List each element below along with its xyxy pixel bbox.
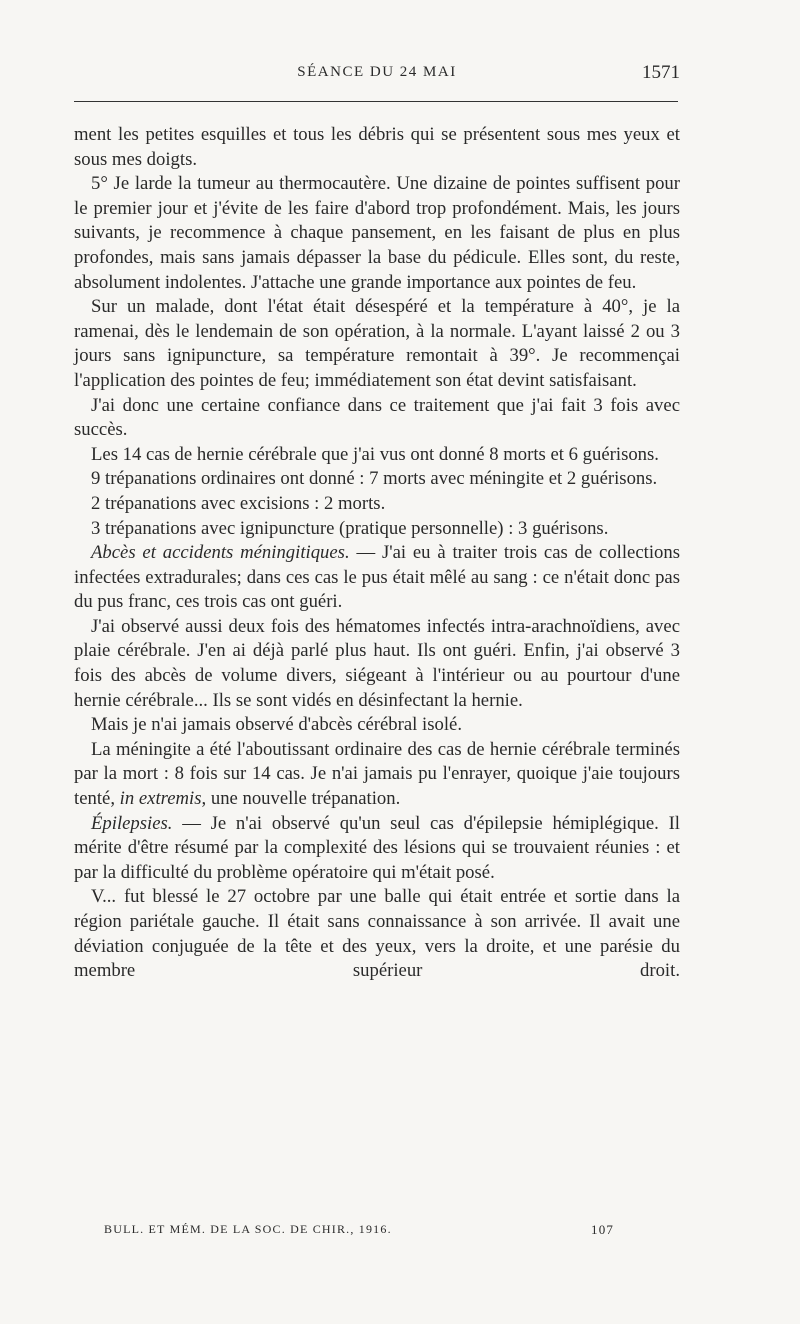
- page-number: 1571: [642, 62, 680, 83]
- latin-phrase: in extremis: [119, 788, 202, 810]
- paragraph-12: La méningite a été l'aboutissant ordinaire des cas de hernie cérébrale terminés par la mort : 8 fois sur 14 cas. Je n'ai jamais pu l'enrayer, quoique j'aie toujours tenté, in extremis, une nouvelle trépanation.: [74, 738, 680, 810]
- section-heading-abces: Abcès et accidents méningitiques.: [91, 542, 350, 564]
- footer-journal: BULL. ET MÉM. DE LA SOC. DE CHIR., 1916.: [104, 1222, 392, 1236]
- paragraph-14: V... fut blessé le 27 octobre par une balle qui était entrée et sortie dans la région pariétale gauche. Il était sans connaissance à son arrivée. Il avait une déviation conjuguée de la tête et des yeux, vers la droite, et une parésie du membre supérieur droit.: [74, 886, 680, 982]
- header-title: SÉANCE DU 24 MAI: [297, 64, 457, 80]
- section-heading-epilepsies: Épilepsies.: [91, 812, 173, 834]
- header-rule: [74, 101, 678, 102]
- paragraph-10: J'ai observé aussi deux fois des hématomes infectés intra-arachnoïdiens, avec plaie cérébrale. J'en ai déjà parlé plus haut. Ils ont guéri. Enfin, j'ai observé 3 fois des abcès de volume divers, siégeant à l'intérieur ou au pourtour d'une hernie cérébrale... Ils se sont vidés en désinfectant la hernie.: [74, 615, 680, 711]
- footer-signature: 107: [591, 1222, 615, 1237]
- paragraph-13: Épilepsies. — Je n'ai observé qu'un seul cas d'épilepsie hémiplégique. Il mérite d'être résumé par la complexité des lésions qui se trouvaient réunies : et par la difficulté du problème opératoire qui m'était posé.: [74, 812, 680, 883]
- paragraph-6: 9 trépanations ordinaires ont donné : 7 morts avec méningite et 2 guérisons.: [91, 468, 658, 490]
- paragraph-8: 3 trépanations avec ignipuncture (pratique personnelle) : 3 guérisons.: [91, 517, 609, 539]
- running-header: [74, 62, 680, 88]
- paragraph-2: 5° Je larde la tumeur au thermocautère. Une dizaine de pointes suffisent pour le premier jour et j'évite de les faire d'abord trop profondément. Mais, les jours suivants, je recommence à chaque pansement, en les faisant de plus en plus profondes, mais sans jamais dépasser la base du pédicule. Elles sont, du reste, absolument indolentes. J'attache une grande importance aux pointes de feu.: [74, 173, 680, 293]
- paragraph-1: ment les petites esquilles et tous les débris qui se présentent sous mes yeux et sous mes doigts.: [74, 124, 680, 170]
- paragraph-11: Mais je n'ai jamais observé d'abcès cérébral isolé.: [91, 714, 462, 736]
- paragraph-9: Abcès et accidents méningitiques. — J'ai eu à traiter trois cas de collections infectées extradurales; dans ces cas le pus était mêlé au sang : ce n'était donc pas du pus franc, ces trois cas ont guéri.: [74, 542, 680, 613]
- paragraph-5: Les 14 cas de hernie cérébrale que j'ai vus ont donné 8 morts et 6 guérisons.: [91, 443, 659, 465]
- paragraph-7: 2 trépanations avec excisions : 2 morts.: [91, 492, 386, 514]
- paragraph-3: Sur un malade, dont l'état était désespéré et la température à 40°, je la ramenai, dès le lendemain de son opération, à la normale. L'ayant laissé 2 ou 3 jours sans ignipuncture, sa température remontait à 39°. Je recommençai l'application des pointes de feu; immédiatement son état devint satisfaisant.: [74, 296, 680, 391]
- paragraph-4: J'ai donc une certaine confiance dans ce traitement que j'ai fait 3 fois avec succès.: [74, 394, 680, 441]
- body-text: [74, 123, 680, 984]
